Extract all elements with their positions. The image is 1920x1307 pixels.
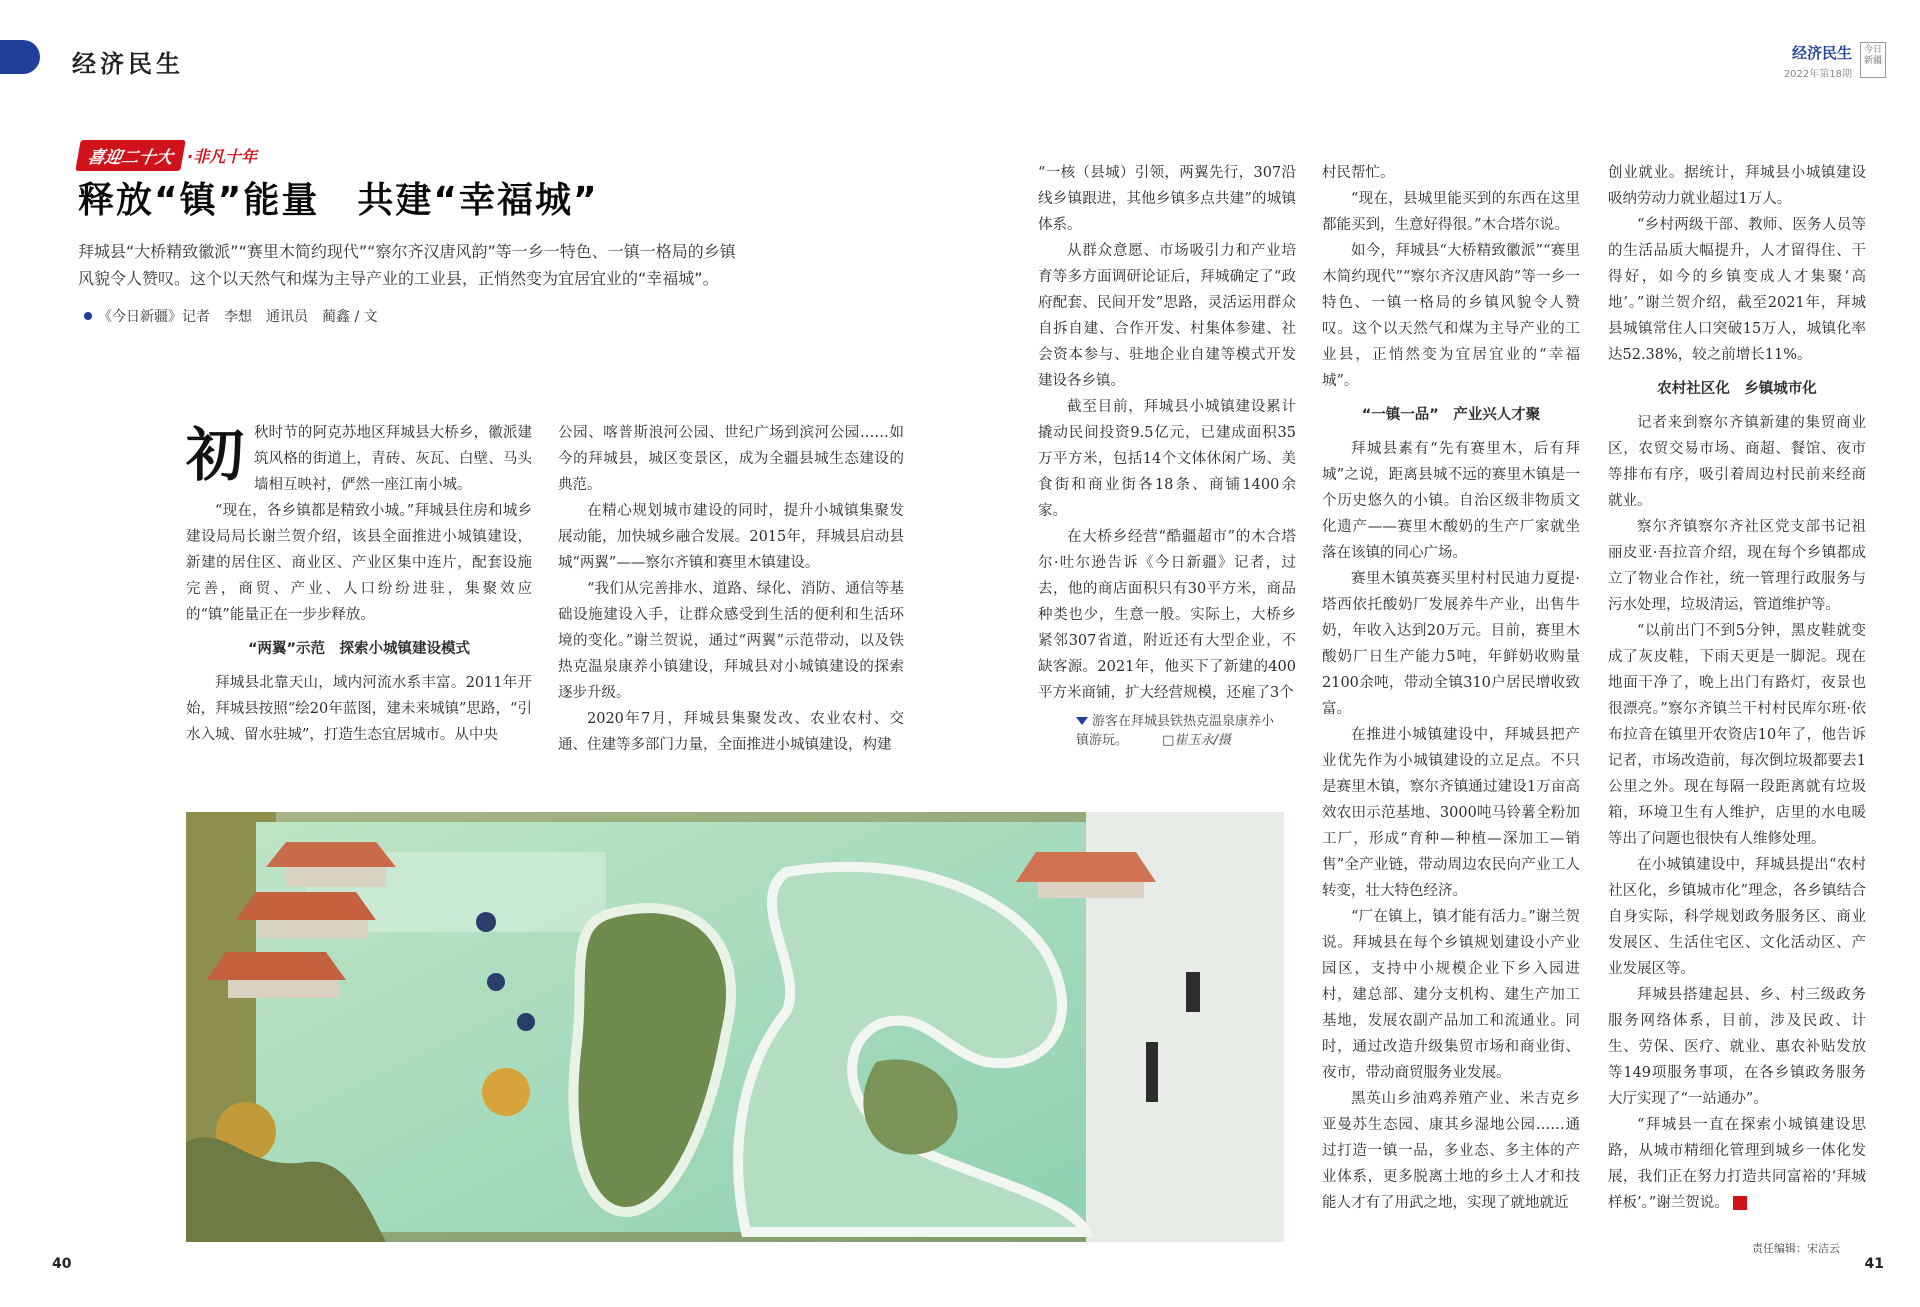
paragraph: 记者来到察尔齐镇新建的集贸商业区，农贸交易市场、商超、餐馆、夜市等排布有序，吸引着周边村民前来经商就业。 — [1608, 415, 1866, 509]
section-title-left: 经济民生 — [72, 49, 184, 78]
paragraph: “厂在镇上，镇才能有活力。”谢兰贺说。拜城县在每个乡镇规划建设小产业园区，支持中小规模企业下乡入园进村，建总部、建分支机构、建生产加工基地，发展农副产品加工和流通业。同时，通过改造升级集贸市场和商业街、夜市，带动商贸服务业发展。 — [1322, 909, 1580, 1081]
paragraph: 拜城县素有“先有赛里木，后有拜城”之说，距离县城不远的赛里木镇是一个历史悠久的小镇。自治区级非物质文化遗产——赛里木酸奶的生产厂家就坐落在该镇的同心广场。 — [1322, 441, 1580, 561]
paragraph: 创业就业。据统计，拜城县小城镇建设吸纳劳动力就业超过1万人。 — [1608, 165, 1866, 207]
text-column-5 — [1608, 160, 1866, 1216]
article-lede: 拜城县“大桥精致徽派”“赛里木简约现代”“察尔齐汉唐风韵”等一乡一特色、一镇一格局的乡镇风貌令人赞叹。这个以天然气和煤为主导产业的工业县，正悄然变为宜居宜业的“幸福城”。 — [78, 242, 736, 288]
paragraph: 拜城县搭建起县、乡、村三级政务服务网络体系，目前，涉及民政、计生、劳保、医疗、就业、惠农补贴发放等149项服务事项，在各乡镇政务服务大厅实现了“一站通办”。 — [1608, 987, 1866, 1107]
running-header-right — [1784, 42, 1886, 80]
paragraph: 黑英山乡油鸡养殖产业、米吉克乡亚曼苏生态园、康其乡湿地公园……通过打造一镇一品，多业态、多主体的产业体系，更多脱离土地的乡土人才和技能人才有了用武之地，实现了就地就近 — [1322, 1091, 1580, 1211]
paragraph: “乡村两级干部、教师、医务人员等的生活品质大幅提升，人才留得住、干得好，如今的乡镇变成人才集聚‘高地’。”谢兰贺介绍，截至2021年，拜城县城镇常住人口突破15万人，城镇化率达52.38%，较之前增长11%。 — [1608, 217, 1866, 363]
paragraph: 村民帮忙。 — [1322, 165, 1395, 181]
page-number-right: 41 — [1864, 1256, 1884, 1272]
paragraph: 在推进小城镇建设中，拜城县把产业优先作为小城镇建设的立足点。不只是赛里木镇，察尔齐镇通过建设1万亩高效农田示范基地、3000吨马铃薯全粉加工厂，形成“育种—种植—深加工—销售”全产业链，带动周边农民向产业工人转变，壮大特色经济。 — [1322, 727, 1580, 899]
paragraph: 秋时节的阿克苏地区拜城县大桥乡，徽派建筑风格的街道上，青砖、灰瓦、白壁、马头墙相互映衬，俨然一座江南小城。 — [254, 425, 532, 493]
magazine-logo: 今日新疆 — [1860, 42, 1886, 78]
paragraph: “一核（县城）引领，两翼先行，307沿线乡镇跟进，其他乡镇多点共建”的城镇体系。 — [1038, 165, 1296, 233]
end-mark-icon: J — [1733, 1196, 1747, 1210]
paragraph: 察尔齐镇察尔齐社区党支部书记祖丽皮亚·吾拉音介绍，现在每个乡镇都成立了物业合作社，统一管理行政服务与污水处理，垃圾清运，管道维护等。 — [1608, 519, 1866, 613]
paragraph: 截至目前，拜城县小城镇建设累计撬动民间投资9.5亿元，已建成面积35万平方米，包括14个文体休闲广场、美食街和商业街各18条、商铺1400余家。 — [1038, 399, 1296, 519]
subhead: “两翼”示范 探索小城镇建设模式 — [247, 641, 471, 657]
paragraph: “现在，各乡镇都是精致小城。”拜城县住房和城乡建设局局长谢兰贺介绍，该县全面推进小城镇建设，新建的居住区、商业区、产业区集中连片，配套设施完善，商贸、产业、人口纷纷进驻，集聚效应的“镇”能量正在一步步释放。 — [186, 503, 532, 623]
topic-badge — [78, 140, 257, 171]
issue-label: 2022年第18期 — [1783, 69, 1852, 80]
text-column-2 — [558, 420, 904, 758]
text-column-3 — [1038, 160, 1296, 706]
topic-badge-secondary: ·非凡十年 — [187, 147, 258, 166]
photo-credit: □崔玉永/摄 — [1162, 733, 1231, 748]
drop-cap: 初 — [186, 421, 245, 489]
subhead: “一镇一品” 产业兴人才聚 — [1361, 407, 1541, 423]
photo-caption — [1076, 712, 1276, 750]
paragraph: 2020年7月，拜城县集聚发改、农业农村、交通、住建等多部门力量，全面推进小城镇建设，构建 — [558, 711, 904, 753]
text-column-4 — [1322, 160, 1580, 1216]
caption-text: 游客在拜城县铁热克温泉康养小镇游玩。 — [1076, 714, 1275, 748]
paragraph: 从群众意愿、市场吸引力和产业培育等多方面调研论证后，拜城确定了“政府配套、民间开发”思路，灵活运用群众自拆自建、合作开发、村集体参建、社会资本参与、驻地企业自建等模式开发建设各乡镇。 — [1038, 243, 1296, 389]
paragraph: “以前出门不到5分钟，黑皮鞋就变成了灰皮鞋，下雨天更是一脚泥。现在地面干净了，晚上出门有路灯，夜景也很漂亮。”察尔齐镇兰干村村民库尔班·依布拉音在镇里开农资店10年了，他告诉记者，市场改造前，每次倒垃圾都要去1公里之外。现在每隔一段距离就有垃圾箱，环境卫生有人维护，店里的水电暖等出了问题也很快有人维修处理。 — [1608, 623, 1866, 847]
paragraph: 拜城县北靠天山，域内河流水系丰富。2011年开始，拜城县按照“绘20年蓝图，建未来城镇”思路，“引水入城、留水驻城”，打造生态宜居城市。从中央 — [186, 675, 532, 743]
editor-credit: 责任编辑：宋洁云 — [1752, 1242, 1840, 1255]
caption-triangle-icon — [1076, 717, 1088, 725]
paragraph: 在小城镇建设中，拜城县提出“农村社区化，乡镇城市化”理念，各乡镇结合自身实际，科学规划政务服务区、商业发展区、生活住宅区、文化活动区、产业发展区等。 — [1608, 857, 1866, 977]
paragraph: 在大桥乡经营“酷疆超市”的木合塔尔·吐尔逊告诉《今日新疆》记者，过去，他的商店面积只有30平方米，商品种类也少，生意一般。实际上，大桥乡紧邻307省道，附近还有大型企业，不缺客源。2021年，他买下了新建的400平方米商铺，扩大经营规模，还雇了3个 — [1038, 529, 1296, 701]
article-title: 释放“镇”能量 共建“幸福城” — [78, 180, 599, 221]
byline-text: 《今日新疆》记者 李想 通讯员 蔺鑫 / 文 — [98, 309, 378, 325]
section-tab-marker — [0, 40, 40, 74]
subhead: 农村社区化 乡镇城市化 — [1657, 381, 1817, 397]
byline — [84, 306, 378, 326]
paragraph: “拜城县一直在探索小城镇建设思路，从城市精细化管理到城乡一体化发展，我们正在努力打造共同富裕的‘拜城样板’。”谢兰贺说。 J — [1608, 1117, 1866, 1211]
byline-bullet-icon — [84, 312, 92, 320]
paragraph: 公园、喀普斯浪河公园、世纪广场到滨河公园……如今的拜城县，城区变景区，成为全疆县城生态建设的典范。 — [558, 425, 904, 493]
paragraph: “我们从完善排水、道路、绿化、消防、通信等基础设施建设入手，让群众感受到生活的便利和生活环境的变化。”谢兰贺说，通过“两翼”示范带动，以及铁热克温泉康养小镇建设，拜城县对小城镇建设的探索逐步升级。 — [558, 581, 904, 701]
text-column-1 — [186, 420, 532, 748]
section-title-right: 经济民生 — [1791, 44, 1852, 62]
page-number-left: 40 — [52, 1256, 72, 1272]
paragraph: “现在，县城里能买到的东西在这里都能买到，生意好得很。”木合塔尔说。 — [1322, 191, 1580, 233]
aerial-pool-photo — [186, 812, 1284, 1242]
pool-illustration — [186, 812, 1284, 1242]
paragraph: 如今，拜城县“大桥精致徽派”“赛里木简约现代”“察尔齐汉唐风韵”等一乡一特色、一镇一格局的乡镇风貌令人赞叹。这个以天然气和煤为主导产业的工业县，正悄然变为宜居宜业的“幸福城”。 — [1322, 243, 1580, 389]
topic-badge-primary: 喜迎二十大 — [75, 140, 185, 171]
paragraph: 赛里木镇英赛买里村村民迪力夏提·塔西依托酸奶厂发展养牛产业，出售牛奶，年收入达到20万元。目前，赛里木酸奶厂日生产能力5吨，年鲜奶收购量2100余吨，带动全镇310户居民增收致富。 — [1322, 571, 1580, 717]
paragraph: 在精心规划城市建设的同时，提升小城镇集聚发展动能，加快城乡融合发展。2015年，拜城县启动县城“两翼”——察尔齐镇和赛里木镇建设。 — [558, 503, 904, 571]
